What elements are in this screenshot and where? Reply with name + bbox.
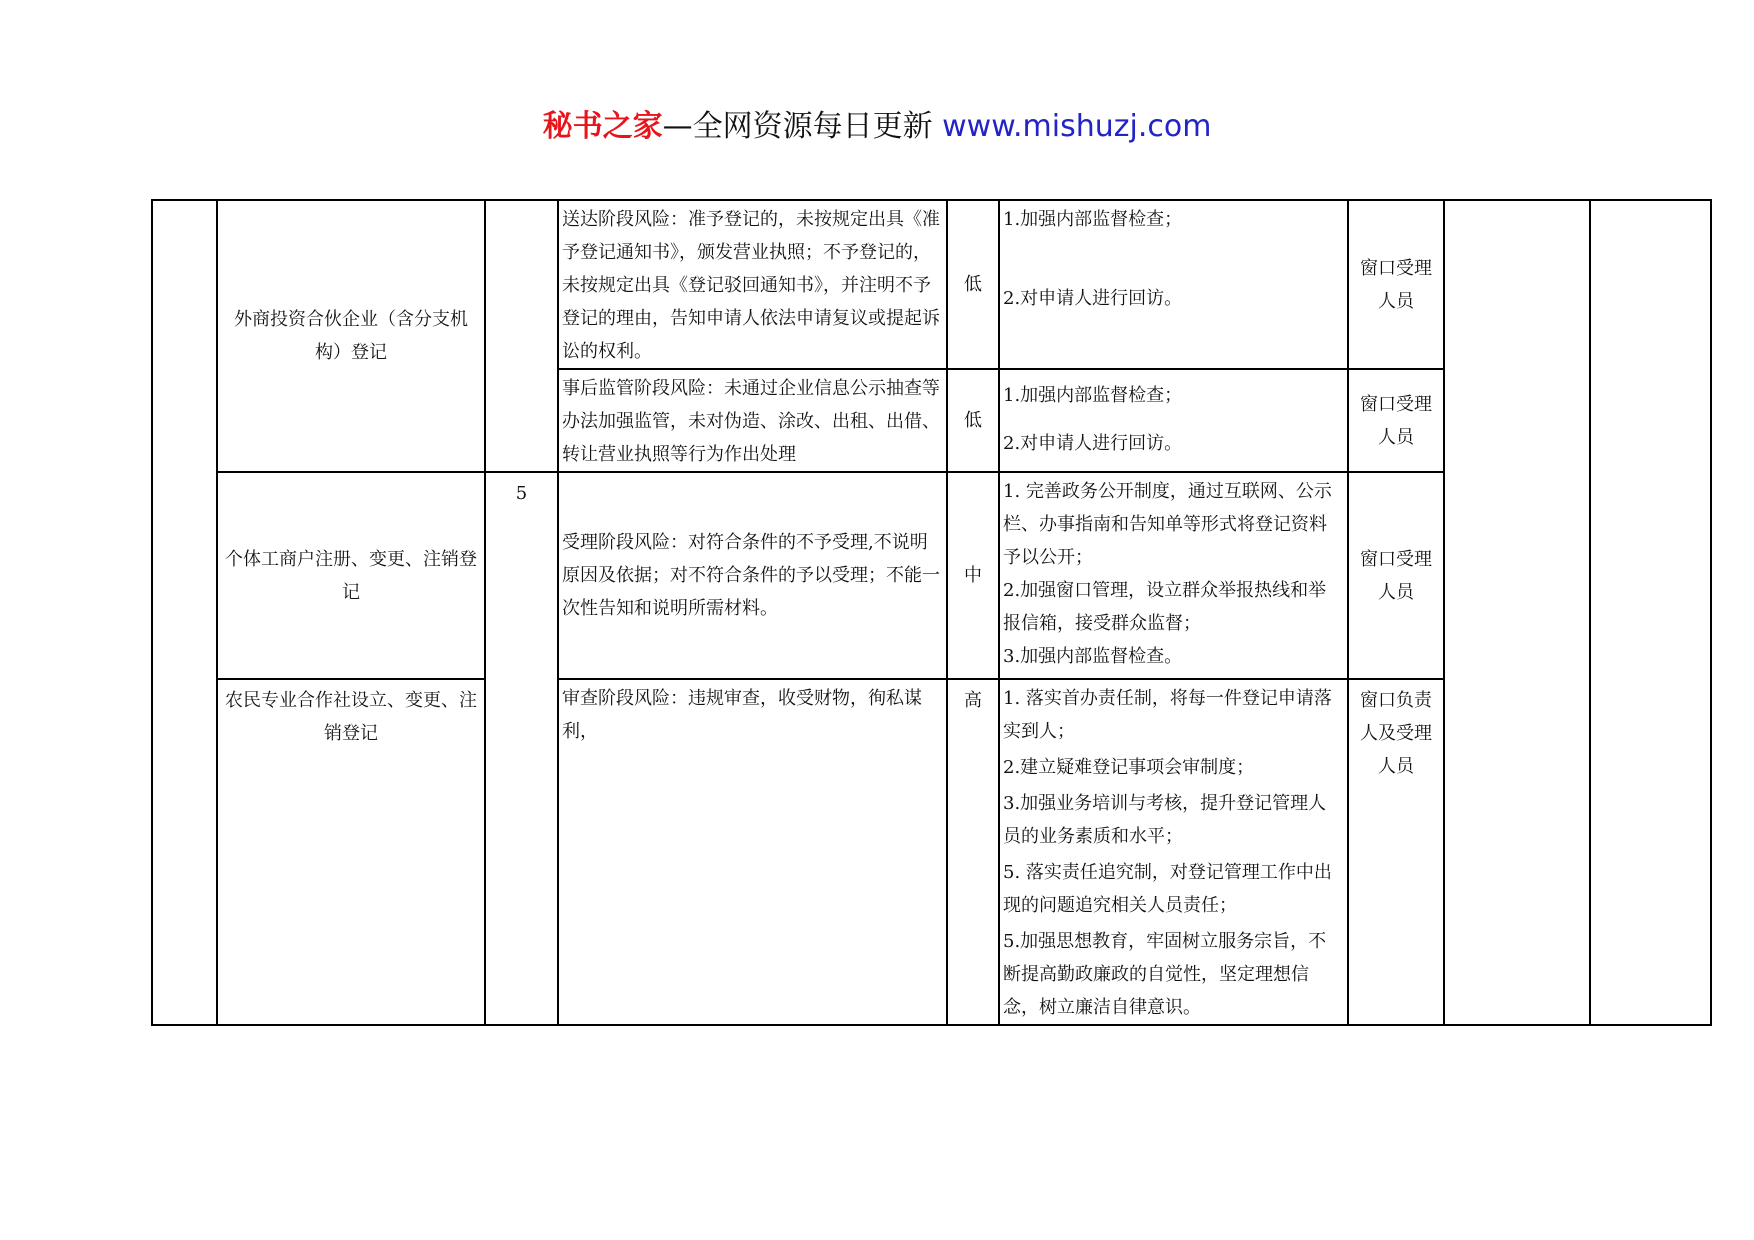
empty-cell-first-col: [152, 200, 217, 1025]
measure-item: 3.加强业务培训与考核，提升登记管理人员的业务素质和水平；: [1003, 793, 1327, 847]
measure-item: 2.加强窗口管理，设立群众举报热线和举报信箱，接受群众监督；: [1003, 580, 1327, 634]
measures-cell: [999, 472, 1348, 679]
risk-cell: 事后监管阶段风险：未通过企业信息公示抽查等办法加强监管，未对伪造、涂改、出租、出借、转让营业执照等行为作出处理: [558, 369, 947, 472]
item-name-cell: 外商投资合伙企业（含分支机构）登记: [217, 200, 485, 472]
header-tagline: 全网资源每日更新: [692, 109, 933, 144]
measures-cell: [999, 369, 1348, 472]
measure-item: 1. 完善政务公开制度，通过互联网、公示栏、办事指南和告知单等形式将登记资料予以公开；: [1003, 481, 1332, 568]
measure-item: 1.加强内部监督检查；: [1003, 385, 1183, 407]
measure-item: 3.加强内部监督检查。: [1003, 646, 1183, 667]
responsible-cell: 窗口负责人及受理人员: [1348, 679, 1444, 1025]
empty-cell-col-9: [1590, 200, 1711, 1025]
table-row: [152, 200, 1711, 369]
measure-item: 1. 落实首办责任制，将每一件登记申请落实到人；: [1003, 688, 1332, 742]
header-dash: —: [662, 109, 693, 144]
header-url[interactable]: www.mishuzj.com: [942, 109, 1212, 144]
empty-cell-col-8: [1444, 200, 1590, 1025]
risk-level-cell: 中: [947, 472, 999, 679]
item-name-cell: 个体工商户注册、变更、注销登记: [217, 472, 485, 679]
number-cell-empty: [485, 200, 558, 472]
measure-item: 2.对申请人进行回访。: [1003, 288, 1183, 309]
risk-cell: 送达阶段风险：准予登记的，未按规定出具《准予登记通知书》，颁发营业执照；不予登记的，未按规定出具《登记驳回通知书》，并注明不予登记的理由，告知申请人依法申请复议或提起诉讼的权利。: [558, 200, 947, 369]
responsible-cell: 窗口受理人员: [1348, 369, 1444, 472]
risk-table: [151, 199, 1712, 1026]
item-name-cell: 农民专业合作社设立、变更、注销登记: [217, 679, 485, 1025]
header-brand: 秘书之家: [542, 109, 663, 144]
measure-item: 5. 落实责任追究制，对登记管理工作中出现的问题追究相关人员责任；: [1003, 862, 1332, 916]
measure-item: 5.加强思想教育，牢固树立服务宗旨，不断提高勤政廉政的自觉性，坚定理想信念，树立廉洁自律意识。: [1003, 931, 1327, 1018]
responsible-cell: 窗口受理人员: [1348, 472, 1444, 679]
measure-item: 2.对申请人进行回访。: [1003, 432, 1183, 454]
risk-level-cell: 高: [947, 679, 999, 1025]
risk-cell: 审查阶段风险：违规审查，收受财物，徇私谋利，: [558, 679, 947, 1025]
measure-item: 1.加强内部监督检查；: [1003, 209, 1183, 230]
responsible-cell: 窗口受理人员: [1348, 200, 1444, 369]
measures-cell: [999, 200, 1348, 369]
measures-cell: [999, 679, 1348, 1025]
risk-level-cell: 低: [947, 369, 999, 472]
group-number-cell: 5: [485, 472, 558, 1025]
page-header: [0, 102, 1754, 152]
risk-level-cell: 低: [947, 200, 999, 369]
risk-cell: 受理阶段风险：对符合条件的不予受理,不说明原因及依据；对不符合条件的予以受理；不能一次性告知和说明所需材料。: [558, 472, 947, 679]
measure-item: 2.建立疑难登记事项会审制度；: [1003, 757, 1255, 778]
